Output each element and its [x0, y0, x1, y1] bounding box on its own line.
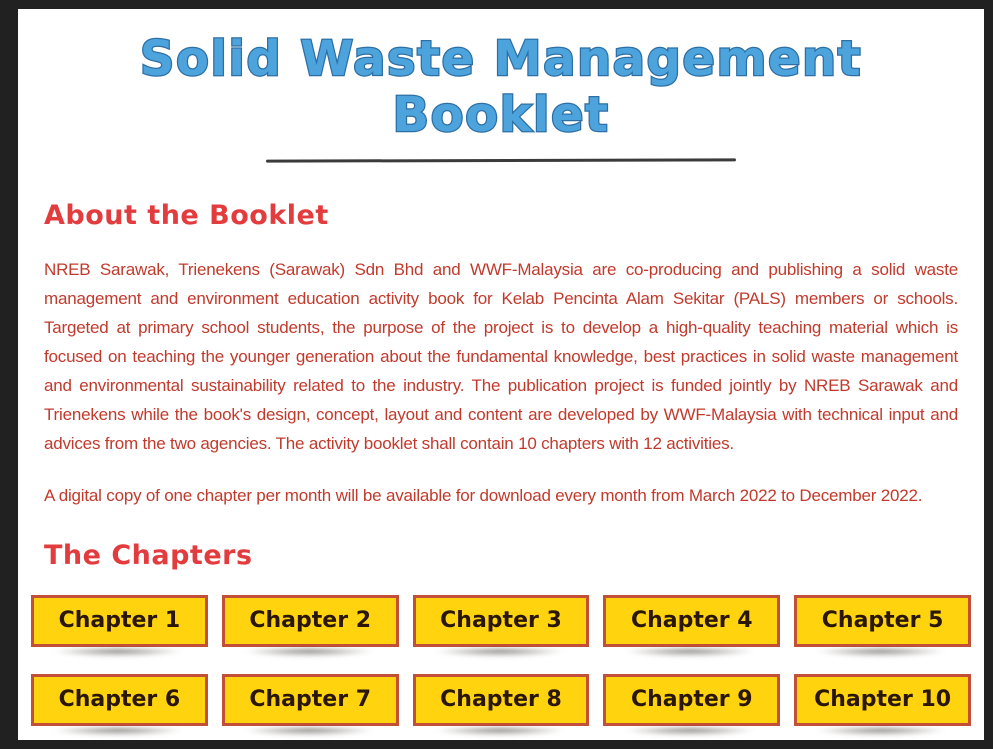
chapters-heading: The Chapters	[44, 539, 253, 571]
about-paragraph: NREB Sarawak, Trienekens (Sarawak) Sdn Bhd and WWF-Malaysia are co-producing and publishing a solid waste management and environment education activity book for Kelab Pencinta Alam Sekitar (PALS) members or schools. Targeted at primary school students, the purpose of the project is to develop a high-quality teaching material which is focused on teaching the younger generation about the fundamental knowledge, best practices in solid waste management and environmental sustainability related to the industry. The publication project is funded jointly by NREB Sarawak and Trienekens while the book's design, concept, layout and content are developed by WWF-Malaysia with technical input and advices from the two agencies. The activity booklet shall contain 10 chapters with 12 activities.	[44, 259, 958, 453]
chapter-button-5[interactable]: Chapter 5	[794, 595, 971, 647]
page-title: Solid Waste Management Booklet	[139, 31, 863, 143]
chapter-button-6[interactable]: Chapter 6	[31, 674, 208, 726]
chapter-button-2[interactable]: Chapter 2	[222, 595, 399, 647]
download-schedule-note: A digital copy of one chapter per month will be available for download every month from March 2022 to December 2022.	[44, 485, 923, 505]
booklet-page	[18, 9, 984, 740]
title-underline	[266, 158, 736, 162]
chapter-button-3[interactable]: Chapter 3	[413, 595, 590, 647]
chapter-button-1[interactable]: Chapter 1	[31, 595, 208, 647]
chapter-button-9[interactable]: Chapter 9	[603, 674, 780, 726]
chapter-button-4[interactable]: Chapter 4	[603, 595, 780, 647]
about-heading: About the Booklet	[44, 199, 329, 231]
chapter-button-7[interactable]: Chapter 7	[222, 674, 399, 726]
chapter-button-10[interactable]: Chapter 10	[794, 674, 971, 726]
chapter-button-8[interactable]: Chapter 8	[413, 674, 590, 726]
chapter-button-grid	[31, 595, 971, 726]
